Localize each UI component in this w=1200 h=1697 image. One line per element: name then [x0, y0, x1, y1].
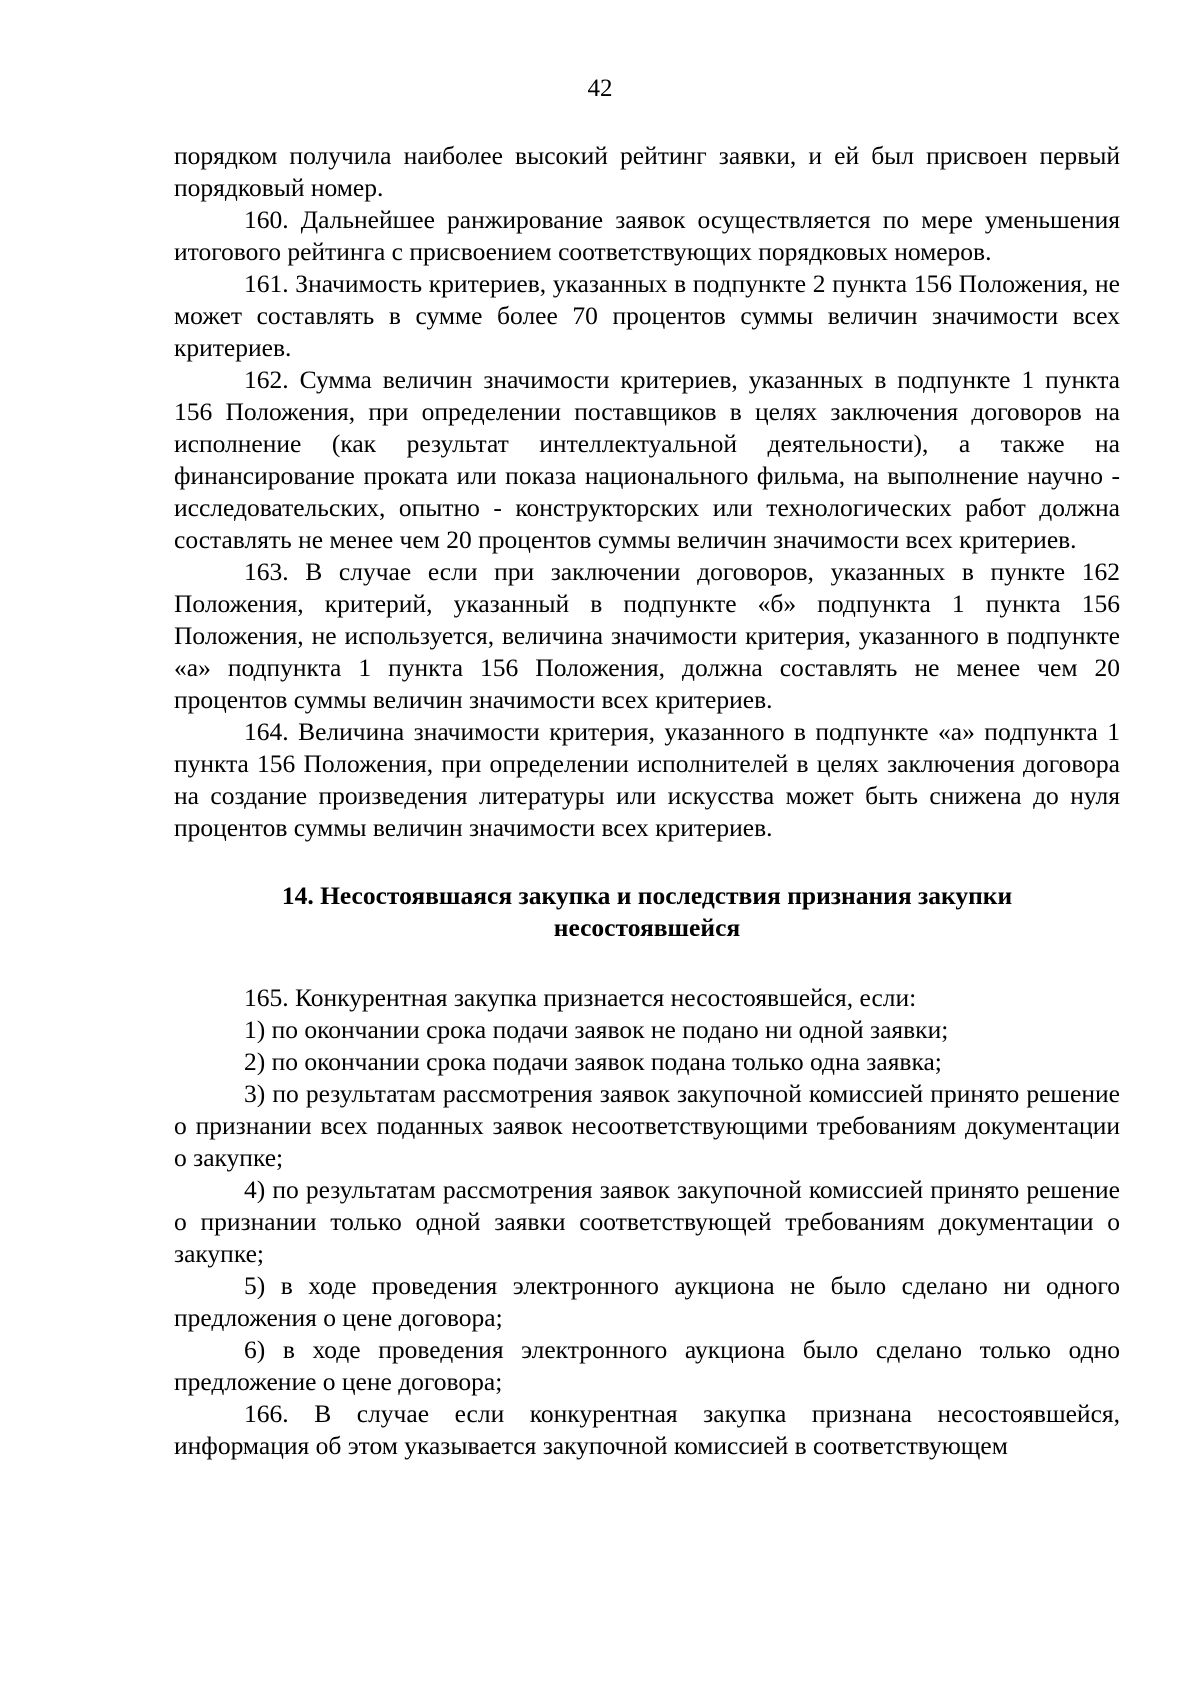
paragraph-161: 161. Значимость критериев, указанных в подпункте 2 пункта 156 Положения, не может составлять в сумме более 70 процентов суммы величин значимости всех критериев.: [174, 269, 1120, 362]
section-heading: 14. Несостоявшаяся закупка и последствия признания закупки несостоявшейся: [281, 881, 1013, 942]
list-item-4: 4) по результатам рассмотрения заявок закупочной комиссией принято решение о признании только одной заявки соответствующей требованиям документации о закупке;: [174, 1175, 1120, 1268]
paragraph-166: 166. В случае если конкурентная закупка признана несостоявшейся, информация об этом указывается закупочной комиссией в соответствующем: [174, 1399, 1120, 1460]
list-item-5: 5) в ходе проведения электронного аукциона не было сделано ни одного предложения о цене договора;: [174, 1271, 1120, 1332]
paragraph-164: 164. Величина значимости критерия, указанного в подпункте «а» подпункта 1 пункта 156 Положения, при определении исполнителей в целях заключения договора на создание произведения литературы или искусства может быть снижена до нуля процентов суммы величин значимости всех критериев.: [174, 717, 1120, 842]
page-number: 42: [587, 75, 613, 102]
paragraph-160: 160. Дальнейшее ранжирование заявок осуществляется по мере уменьшения итогового рейтинга с присвоением соответствующих порядковых номеров.: [174, 205, 1120, 266]
paragraph-continuation: порядком получила наиболее высокий рейтинг заявки, и ей был присвоен первый порядковый номер.: [174, 141, 1120, 202]
paragraph-162: 162. Сумма величин значимости критериев, указанных в подпункте 1 пункта 156 Положения, при определении поставщиков в целях заключения договоров на исполнение (как результат интеллектуальной деятельности), а также на финансирование проката или показа национального фильма, на выполнение научно - исследовательских, опытно - конструкторских или технологических работ должна составлять не менее чем 20 процентов суммы величин значимости всех критериев.: [174, 365, 1120, 554]
paragraph-163: 163. В случае если при заключении договоров, указанных в пункте 162 Положения, критерий, указанный в подпункте «б» подпункта 1 пункта 156 Положения, не используется, величина значимости критерия, указанного в подпункте «а» подпункта 1 пункта 156 Положения, должна составлять не менее чем 20 процентов суммы величин значимости всех критериев.: [174, 557, 1120, 714]
list-item-3: 3) по результатам рассмотрения заявок закупочной комиссией принято решение о признании всех поданных заявок несоответствующими требованиям документации о закупке;: [174, 1079, 1120, 1172]
document-body: [174, 140, 1120, 1462]
list-item-1: 1) по окончании срока подачи заявок не подано ни одной заявки;: [244, 1015, 949, 1044]
list-item-6: 6) в ходе проведения электронного аукциона было сделано только одно предложение о цене договора;: [174, 1335, 1120, 1396]
list-item-2: 2) по окончании срока подачи заявок подана только одна заявка;: [244, 1047, 942, 1076]
paragraph-165: 165. Конкурентная закупка признается несостоявшейся, если:: [244, 983, 917, 1012]
